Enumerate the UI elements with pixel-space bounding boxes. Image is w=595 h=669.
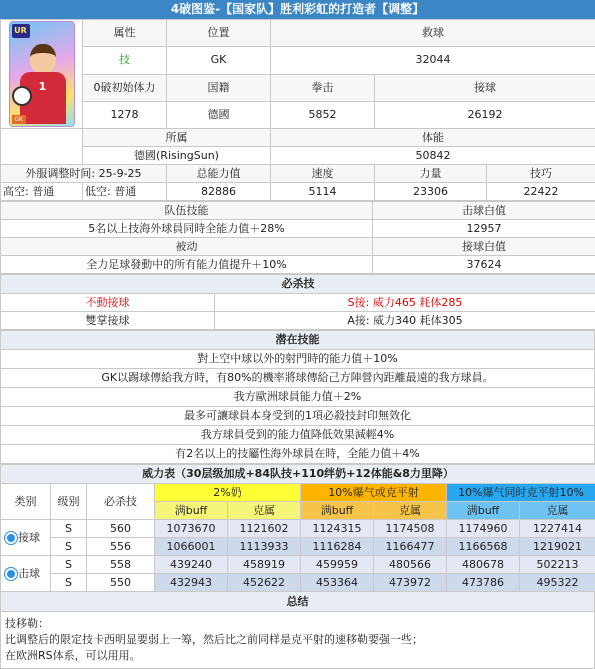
player-card-cell — [1, 20, 83, 129]
label-team: 所属 — [83, 129, 271, 147]
special-skill-1-stat: S接: 威力465 耗体285 — [215, 294, 595, 312]
value-cell: 1124315 — [301, 520, 374, 538]
label-power: 力量 — [375, 165, 487, 183]
special-skill-2: 雙掌接球 — [1, 312, 215, 330]
ur-badge: UR — [12, 24, 30, 38]
player-head — [30, 44, 56, 74]
table-row — [1, 574, 595, 592]
passive-text: 全力足球發動中的所有能力值提升＋10% — [1, 256, 373, 274]
value-stamina: 50842 — [271, 147, 595, 165]
sub-counter-1: 克属 — [228, 502, 301, 520]
sub-full-2: 满buff — [301, 502, 374, 520]
label-save: 救球 — [271, 20, 595, 47]
table-row — [1, 556, 595, 574]
group-1-header: 2%奶 — [155, 484, 301, 502]
player-card-image — [9, 21, 75, 127]
value-cell: 473972 — [374, 574, 447, 592]
col-type: 类别 — [1, 484, 51, 520]
label-attr: 属性 — [83, 20, 167, 47]
value-cell: 1116284 — [301, 538, 374, 556]
potential-line: GK以踢球傳給我方時，有80%的機率將球傳給己方陣營內距離最遠的我方球員。 — [1, 369, 595, 388]
label-passive: 被动 — [1, 238, 373, 256]
sub-counter-3: 克属 — [520, 502, 595, 520]
ball-icon — [5, 532, 17, 544]
rank-badge: GK — [12, 115, 26, 124]
potential-skill-header: 潜在技能 — [1, 331, 595, 350]
value-cell: 1219021 — [520, 538, 595, 556]
group-3-header: 10%爆气同时克平射10% — [447, 484, 595, 502]
value-cell: 452622 — [228, 574, 301, 592]
value-cell: 1166477 — [374, 538, 447, 556]
special-skill-header: 必杀技 — [1, 275, 595, 294]
catch-white-value: 12957 — [373, 220, 595, 238]
value-cell: 480566 — [374, 556, 447, 574]
value-total: 82886 — [167, 183, 271, 201]
ball-icon — [12, 86, 32, 106]
summary-body — [0, 612, 595, 669]
value-attr: 技 — [83, 47, 167, 74]
summary-line: 在欧洲RS体系，可以用用。 — [5, 648, 590, 664]
jersey-number: 1 — [39, 80, 47, 93]
card-spacer — [1, 129, 83, 165]
value-cell: 1227414 — [520, 520, 595, 538]
team-skill-text: 5名以上技海外球員同時全能力值＋28% — [1, 220, 373, 238]
value-cell: 480678 — [447, 556, 520, 574]
value-cell: 1121602 — [228, 520, 301, 538]
value-cell: 1174960 — [447, 520, 520, 538]
power-table-header: 威力表（30层级加成+84队技+110绊奶+12体能&8力里降） — [1, 465, 595, 484]
potential-line: 最多可讓球員本身受到的1項必殺技封印無效化 — [1, 407, 595, 426]
value-cell: 453364 — [301, 574, 374, 592]
potential-line: 我方球員受到的能力值降低效果減輕4% — [1, 426, 595, 445]
value-cell: 473786 — [447, 574, 520, 592]
sub-full-1: 满buff — [155, 502, 228, 520]
value-cell: 1073670 — [155, 520, 228, 538]
value-nation: 德國 — [167, 101, 271, 128]
value-cell: 1174508 — [374, 520, 447, 538]
skill-cell: 558 — [87, 556, 155, 574]
table-row — [1, 520, 595, 538]
special-skill-1: 不動接球 — [1, 294, 215, 312]
value-punch: 5852 — [271, 101, 375, 128]
potential-line: 我方歐洲球員能力值＋2% — [1, 388, 595, 407]
summary-header: 总结 — [0, 592, 595, 612]
receive-white-value: 37624 — [373, 256, 595, 274]
type-cell-catch: 接球 — [1, 520, 51, 556]
col-level: 级别 — [51, 484, 87, 520]
label-receive-white: 接球白值 — [373, 238, 595, 256]
value-speed: 5114 — [271, 183, 375, 201]
sub-counter-2: 克属 — [374, 502, 447, 520]
value-cell: 1066001 — [155, 538, 228, 556]
label-nation: 国籍 — [167, 74, 271, 101]
player-info-table — [0, 19, 595, 201]
level-cell: S — [51, 574, 87, 592]
level-cell: S — [51, 538, 87, 556]
low-air: 低空: 普通 — [83, 183, 167, 201]
summary-line: 比调整后的限定技卡西明显要弱上一筹，然后比之前同样是克平射的速移勒要强一些； — [5, 632, 590, 648]
label-tech: 技巧 — [487, 165, 595, 183]
value-pos: GK — [167, 47, 271, 74]
label-catch: 接球 — [375, 74, 595, 101]
value-cell: 439240 — [155, 556, 228, 574]
value-tech: 22422 — [487, 183, 595, 201]
potential-skill-table — [0, 330, 595, 464]
type-cell-hit: 击球 — [1, 556, 51, 592]
skill-cell: 556 — [87, 538, 155, 556]
special-skill-table — [0, 274, 595, 330]
high-air: 高空: 普通 — [1, 183, 83, 201]
power-table — [0, 464, 595, 592]
label-punch: 拳击 — [271, 74, 375, 101]
level-cell: S — [51, 556, 87, 574]
potential-line: 對上空中球以外的射門時的能力值＋10% — [1, 350, 595, 369]
value-catch: 26192 — [375, 101, 595, 128]
sub-full-3: 满buff — [447, 502, 520, 520]
value-power: 23306 — [375, 183, 487, 201]
label-stamina: 体能 — [271, 129, 595, 147]
label-speed: 速度 — [271, 165, 375, 183]
group-2-header: 10%爆气或克平射 — [301, 484, 447, 502]
skill-cell: 550 — [87, 574, 155, 592]
server-date: 外服调整时间: 25-9-25 — [1, 165, 167, 183]
label-pos: 位置 — [167, 20, 271, 47]
potential-line: 有2名以上的技屬性海外球員在時，全能力值＋4% — [1, 445, 595, 464]
team-skill-table — [0, 201, 595, 274]
value-cell: 1113933 — [228, 538, 301, 556]
value-stamina0: 1278 — [83, 101, 167, 128]
label-total: 总能力值 — [167, 165, 271, 183]
skill-cell: 560 — [87, 520, 155, 538]
page-title: 4破图鉴-【国家队】胜利彩虹的打造者【调整】 — [0, 0, 595, 19]
table-row — [1, 538, 595, 556]
summary-line: 技移勒： — [5, 616, 590, 632]
value-save: 32044 — [271, 47, 595, 74]
special-skill-2-stat: A接: 威力340 耗体305 — [215, 312, 595, 330]
value-cell: 458919 — [228, 556, 301, 574]
value-cell: 495322 — [520, 574, 595, 592]
label-team-skill: 队伍技能 — [1, 202, 373, 220]
value-cell: 459959 — [301, 556, 374, 574]
value-cell: 1166568 — [447, 538, 520, 556]
fist-icon — [5, 568, 17, 580]
value-team: 德國(RisingSun) — [83, 147, 271, 165]
level-cell: S — [51, 520, 87, 538]
label-stamina0: 0破初始体力 — [83, 74, 167, 101]
label-catch-white: 击球白值 — [373, 202, 595, 220]
value-cell: 432943 — [155, 574, 228, 592]
value-cell: 502213 — [520, 556, 595, 574]
col-skill: 必杀技 — [87, 484, 155, 520]
